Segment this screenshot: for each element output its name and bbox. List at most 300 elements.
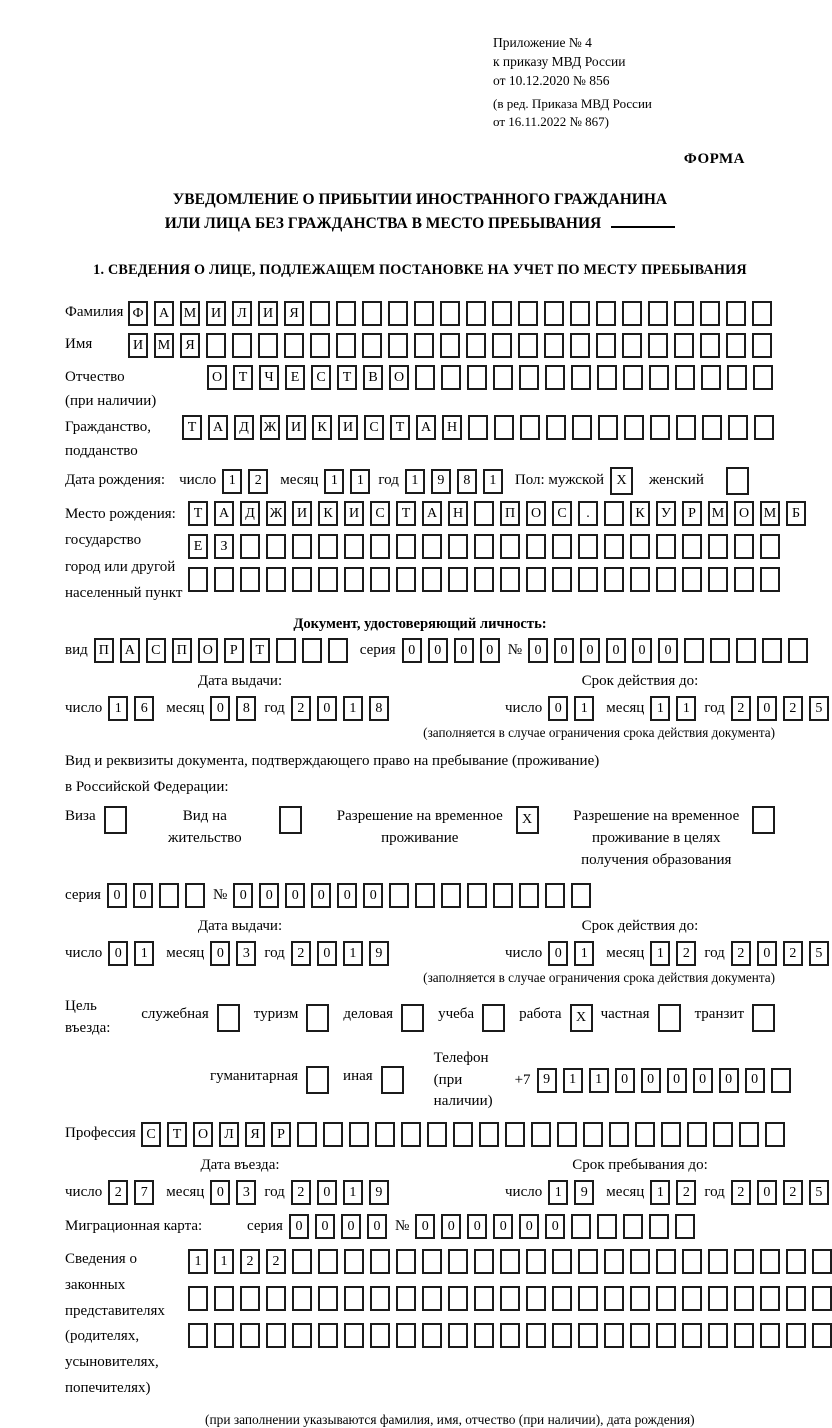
char-box[interactable] [292,534,312,559]
char-box[interactable]: Я [245,1122,265,1147]
char-box[interactable] [635,1122,655,1147]
char-box[interactable] [414,333,434,358]
char-box[interactable]: 0 [285,883,305,908]
iddoc-expiry-year-boxes[interactable] [731,696,829,721]
char-box[interactable] [159,883,179,908]
char-box[interactable]: X [610,467,633,495]
char-box[interactable]: 0 [480,638,500,663]
char-box[interactable] [467,365,487,390]
char-box[interactable] [297,1122,317,1147]
char-box[interactable]: М [180,301,200,326]
char-box[interactable]: С [146,638,166,663]
char-box[interactable]: 1 [483,469,503,494]
char-box[interactable] [812,1249,832,1274]
char-box[interactable]: Т [182,415,202,440]
char-box[interactable]: Т [390,415,410,440]
char-box[interactable] [328,638,348,663]
char-box[interactable] [414,301,434,326]
char-box[interactable]: 2 [783,696,803,721]
char-box[interactable] [474,501,494,526]
char-box[interactable]: С [552,501,572,526]
char-box[interactable] [786,1249,806,1274]
char-box[interactable] [276,638,296,663]
char-box[interactable] [310,333,330,358]
char-box[interactable] [453,1122,473,1147]
char-box[interactable] [812,1323,832,1348]
char-box[interactable] [292,1286,312,1311]
char-box[interactable] [370,1286,390,1311]
char-box[interactable] [578,1323,598,1348]
char-box[interactable] [526,534,546,559]
char-box[interactable]: 0 [210,696,230,721]
char-box[interactable] [702,415,722,440]
char-box[interactable] [752,1004,775,1032]
char-box[interactable]: 0 [658,638,678,663]
char-box[interactable]: А [214,501,234,526]
char-box[interactable] [370,534,390,559]
char-box[interactable]: Е [285,365,305,390]
char-box[interactable]: 2 [676,941,696,966]
char-box[interactable] [661,1122,681,1147]
char-box[interactable]: 1 [574,941,594,966]
char-box[interactable]: 2 [676,1180,696,1205]
char-box[interactable] [370,1249,390,1274]
char-box[interactable] [389,883,409,908]
char-box[interactable]: С [364,415,384,440]
char-box[interactable]: 0 [528,638,548,663]
char-box[interactable]: 1 [650,1180,670,1205]
char-box[interactable] [622,333,642,358]
char-box[interactable] [752,333,772,358]
char-box[interactable] [578,1286,598,1311]
char-box[interactable]: 9 [369,1180,389,1205]
char-box[interactable] [609,1122,629,1147]
char-box[interactable]: Д [240,501,260,526]
char-box[interactable]: А [208,415,228,440]
char-box[interactable] [760,567,780,592]
char-box[interactable]: 0 [548,941,568,966]
char-box[interactable] [415,365,435,390]
char-box[interactable] [656,1286,676,1311]
char-box[interactable] [396,1249,416,1274]
char-box[interactable]: 0 [519,1214,539,1239]
char-box[interactable]: 0 [341,1214,361,1239]
iddoc-issue-year-boxes[interactable] [291,696,389,721]
char-box[interactable]: 1 [222,469,242,494]
representatives-boxes-row1[interactable] [188,1249,832,1274]
char-box[interactable]: П [94,638,114,663]
char-box[interactable] [493,365,513,390]
residence-permit-checkbox[interactable] [279,806,302,834]
char-box[interactable]: 2 [731,941,751,966]
citizenship-boxes[interactable] [182,415,774,440]
char-box[interactable] [572,415,592,440]
char-box[interactable] [448,1286,468,1311]
char-box[interactable]: 0 [545,1214,565,1239]
char-box[interactable] [578,534,598,559]
char-box[interactable]: 5 [809,696,829,721]
char-box[interactable] [604,567,624,592]
char-box[interactable]: X [570,1004,593,1032]
char-box[interactable]: 5 [809,941,829,966]
char-box[interactable]: К [318,501,338,526]
char-box[interactable] [396,567,416,592]
char-box[interactable]: 1 [343,1180,363,1205]
char-box[interactable]: У [656,501,676,526]
entry-month-boxes[interactable] [210,1180,256,1205]
char-box[interactable]: 0 [367,1214,387,1239]
char-box[interactable] [336,333,356,358]
char-box[interactable]: 0 [317,696,337,721]
char-box[interactable] [760,1249,780,1274]
char-box[interactable] [422,1323,442,1348]
char-box[interactable]: С [311,365,331,390]
char-box[interactable] [474,567,494,592]
char-box[interactable] [214,567,234,592]
char-box[interactable] [598,415,618,440]
char-box[interactable] [401,1122,421,1147]
char-box[interactable] [318,1286,338,1311]
char-box[interactable] [604,1323,624,1348]
char-box[interactable] [482,1004,505,1032]
char-box[interactable] [571,1214,591,1239]
char-box[interactable] [500,534,520,559]
char-box[interactable] [734,567,754,592]
char-box[interactable] [734,1323,754,1348]
iddoc-expiry-month-boxes[interactable] [650,696,696,721]
char-box[interactable]: 0 [554,638,574,663]
char-box[interactable] [518,333,538,358]
char-box[interactable]: 0 [667,1068,687,1093]
char-box[interactable]: М [760,501,780,526]
char-box[interactable] [500,567,520,592]
transit-checkbox[interactable] [752,1004,775,1032]
iddoc-issue-day-boxes[interactable] [108,696,154,721]
char-box[interactable]: 1 [324,469,344,494]
char-box[interactable]: . [578,501,598,526]
char-box[interactable]: 0 [108,941,128,966]
char-box[interactable] [284,333,304,358]
char-box[interactable] [448,1249,468,1274]
char-box[interactable] [474,534,494,559]
char-box[interactable]: И [258,301,278,326]
char-box[interactable] [630,1249,650,1274]
char-box[interactable]: 1 [343,696,363,721]
char-box[interactable] [519,365,539,390]
char-box[interactable] [526,567,546,592]
char-box[interactable]: 0 [210,941,230,966]
char-box[interactable]: 0 [757,696,777,721]
char-box[interactable]: 1 [574,696,594,721]
char-box[interactable]: О [198,638,218,663]
char-box[interactable]: 2 [266,1249,286,1274]
char-box[interactable] [344,534,364,559]
char-box[interactable] [266,567,286,592]
char-box[interactable] [302,638,322,663]
iddoc-series-boxes[interactable] [402,638,500,663]
char-box[interactable]: 6 [134,696,154,721]
sex-male-checkbox[interactable] [610,467,633,495]
sex-female-checkbox[interactable] [726,467,749,495]
char-box[interactable]: С [370,501,390,526]
char-box[interactable] [474,1323,494,1348]
char-box[interactable]: Т [233,365,253,390]
iddoc-issue-month-boxes[interactable] [210,696,256,721]
char-box[interactable] [266,534,286,559]
char-box[interactable]: 0 [580,638,600,663]
surname-boxes[interactable] [128,301,772,326]
until-month-boxes[interactable] [650,1180,696,1205]
birthdate-month-boxes[interactable] [324,469,370,494]
char-box[interactable] [753,365,773,390]
char-box[interactable] [544,301,564,326]
char-box[interactable]: З [214,534,234,559]
char-box[interactable] [217,1004,240,1032]
char-box[interactable] [448,534,468,559]
char-box[interactable] [728,415,748,440]
char-box[interactable]: 7 [134,1180,154,1205]
char-box[interactable]: О [207,365,227,390]
char-box[interactable] [546,415,566,440]
char-box[interactable] [448,1323,468,1348]
char-box[interactable]: 2 [108,1180,128,1205]
char-box[interactable]: Ч [259,365,279,390]
staydoc-series-boxes[interactable] [107,883,205,908]
char-box[interactable] [727,365,747,390]
private-checkbox[interactable] [658,1004,681,1032]
representatives-boxes-row2[interactable] [188,1286,832,1311]
char-box[interactable] [552,1249,572,1274]
char-box[interactable]: И [206,301,226,326]
birthdate-year-boxes[interactable] [405,469,503,494]
char-box[interactable] [708,1286,728,1311]
char-box[interactable] [266,1286,286,1311]
char-box[interactable] [771,1068,791,1093]
char-box[interactable]: 0 [467,1214,487,1239]
char-box[interactable]: Т [396,501,416,526]
char-box[interactable]: Н [448,501,468,526]
char-box[interactable] [344,1286,364,1311]
char-box[interactable] [318,1249,338,1274]
staydoc-expiry-year-boxes[interactable] [731,941,829,966]
char-box[interactable]: 2 [240,1249,260,1274]
char-box[interactable]: М [154,333,174,358]
char-box[interactable] [700,301,720,326]
char-box[interactable] [493,883,513,908]
char-box[interactable]: X [516,806,539,834]
char-box[interactable] [214,1286,234,1311]
char-box[interactable] [468,415,488,440]
char-box[interactable] [656,534,676,559]
char-box[interactable]: 0 [615,1068,635,1093]
char-box[interactable] [760,1286,780,1311]
char-box[interactable]: Т [250,638,270,663]
char-box[interactable]: Е [188,534,208,559]
char-box[interactable]: 2 [731,1180,751,1205]
char-box[interactable] [422,534,442,559]
char-box[interactable]: Т [337,365,357,390]
staydoc-number-boxes[interactable] [233,883,591,908]
char-box[interactable]: Р [682,501,702,526]
char-box[interactable] [552,534,572,559]
staydoc-expiry-month-boxes[interactable] [650,941,696,966]
char-box[interactable] [552,567,572,592]
char-box[interactable]: 0 [745,1068,765,1093]
char-box[interactable] [630,1323,650,1348]
char-box[interactable]: 0 [133,883,153,908]
char-box[interactable] [344,1249,364,1274]
char-box[interactable]: 1 [188,1249,208,1274]
char-box[interactable] [812,1286,832,1311]
char-box[interactable] [630,567,650,592]
char-box[interactable] [674,333,694,358]
char-box[interactable] [713,1122,733,1147]
char-box[interactable] [240,1286,260,1311]
char-box[interactable] [492,333,512,358]
business-checkbox[interactable] [401,1004,424,1032]
char-box[interactable]: 2 [291,941,311,966]
char-box[interactable]: Р [271,1122,291,1147]
char-box[interactable]: А [154,301,174,326]
char-box[interactable]: 0 [693,1068,713,1093]
char-box[interactable]: 0 [454,638,474,663]
char-box[interactable]: 1 [108,696,128,721]
char-box[interactable] [788,638,808,663]
representatives-boxes-row3[interactable] [188,1323,832,1348]
char-box[interactable]: А [120,638,140,663]
char-box[interactable]: 0 [317,1180,337,1205]
iddoc-kind-boxes[interactable] [94,638,348,663]
char-box[interactable] [734,1286,754,1311]
profession-boxes[interactable] [141,1122,785,1147]
char-box[interactable]: М [708,501,728,526]
char-box[interactable] [240,1323,260,1348]
char-box[interactable]: 0 [493,1214,513,1239]
char-box[interactable] [760,1323,780,1348]
char-box[interactable] [318,534,338,559]
char-box[interactable] [440,333,460,358]
char-box[interactable] [396,1286,416,1311]
iddoc-expiry-day-boxes[interactable] [548,696,594,721]
char-box[interactable] [736,638,756,663]
until-day-boxes[interactable] [548,1180,594,1205]
char-box[interactable] [604,1249,624,1274]
char-box[interactable] [734,1249,754,1274]
edu-residence-checkbox[interactable] [752,806,775,834]
char-box[interactable] [214,1323,234,1348]
staydoc-issue-day-boxes[interactable] [108,941,154,966]
char-box[interactable] [583,1122,603,1147]
char-box[interactable]: А [422,501,442,526]
char-box[interactable] [344,1323,364,1348]
visa-checkbox[interactable] [104,806,127,834]
char-box[interactable]: Л [219,1122,239,1147]
char-box[interactable]: 0 [315,1214,335,1239]
char-box[interactable] [752,301,772,326]
char-box[interactable] [344,567,364,592]
char-box[interactable]: 9 [431,469,451,494]
char-box[interactable]: 0 [632,638,652,663]
char-box[interactable] [676,415,696,440]
char-box[interactable]: 1 [134,941,154,966]
entry-year-boxes[interactable] [291,1180,389,1205]
char-box[interactable] [500,1249,520,1274]
migcard-series-boxes[interactable] [289,1214,387,1239]
char-box[interactable] [762,638,782,663]
char-box[interactable] [519,883,539,908]
char-box[interactable] [370,567,390,592]
char-box[interactable] [656,1249,676,1274]
char-box[interactable] [232,333,252,358]
char-box[interactable] [726,467,749,495]
char-box[interactable]: 1 [405,469,425,494]
char-box[interactable] [708,1323,728,1348]
char-box[interactable]: 1 [548,1180,568,1205]
char-box[interactable] [765,1122,785,1147]
char-box[interactable] [323,1122,343,1147]
char-box[interactable]: 0 [606,638,626,663]
char-box[interactable]: 5 [809,1180,829,1205]
char-box[interactable]: 1 [650,696,670,721]
char-box[interactable] [674,301,694,326]
char-box[interactable] [362,333,382,358]
birthplace-boxes-row2[interactable] [188,534,806,559]
char-box[interactable] [545,883,565,908]
char-box[interactable] [687,1122,707,1147]
char-box[interactable]: 3 [236,941,256,966]
char-box[interactable] [466,301,486,326]
char-box[interactable]: 1 [650,941,670,966]
phone-boxes[interactable] [537,1068,791,1093]
char-box[interactable] [240,567,260,592]
char-box[interactable] [630,534,650,559]
char-box[interactable] [656,1323,676,1348]
char-box[interactable] [526,1249,546,1274]
char-box[interactable] [441,883,461,908]
char-box[interactable]: С [141,1122,161,1147]
char-box[interactable]: И [286,415,306,440]
char-box[interactable] [604,534,624,559]
char-box[interactable] [682,567,702,592]
firstname-boxes[interactable] [128,333,772,358]
char-box[interactable] [318,1323,338,1348]
char-box[interactable]: 0 [428,638,448,663]
char-box[interactable] [479,1122,499,1147]
patronymic-boxes[interactable] [207,365,773,390]
char-box[interactable]: 8 [457,469,477,494]
char-box[interactable] [401,1004,424,1032]
char-box[interactable] [752,806,775,834]
char-box[interactable]: 0 [107,883,127,908]
char-box[interactable] [306,1066,329,1094]
char-box[interactable] [682,534,702,559]
char-box[interactable]: 0 [641,1068,661,1093]
char-box[interactable] [557,1122,577,1147]
char-box[interactable] [318,567,338,592]
char-box[interactable]: И [292,501,312,526]
staydoc-expiry-day-boxes[interactable] [548,941,594,966]
char-box[interactable]: 0 [317,941,337,966]
char-box[interactable] [526,1323,546,1348]
char-box[interactable] [648,301,668,326]
char-box[interactable] [604,1286,624,1311]
char-box[interactable] [624,415,644,440]
humanitarian-checkbox[interactable] [306,1066,329,1094]
char-box[interactable] [388,301,408,326]
char-box[interactable] [597,1214,617,1239]
char-box[interactable] [396,1323,416,1348]
char-box[interactable] [701,365,721,390]
